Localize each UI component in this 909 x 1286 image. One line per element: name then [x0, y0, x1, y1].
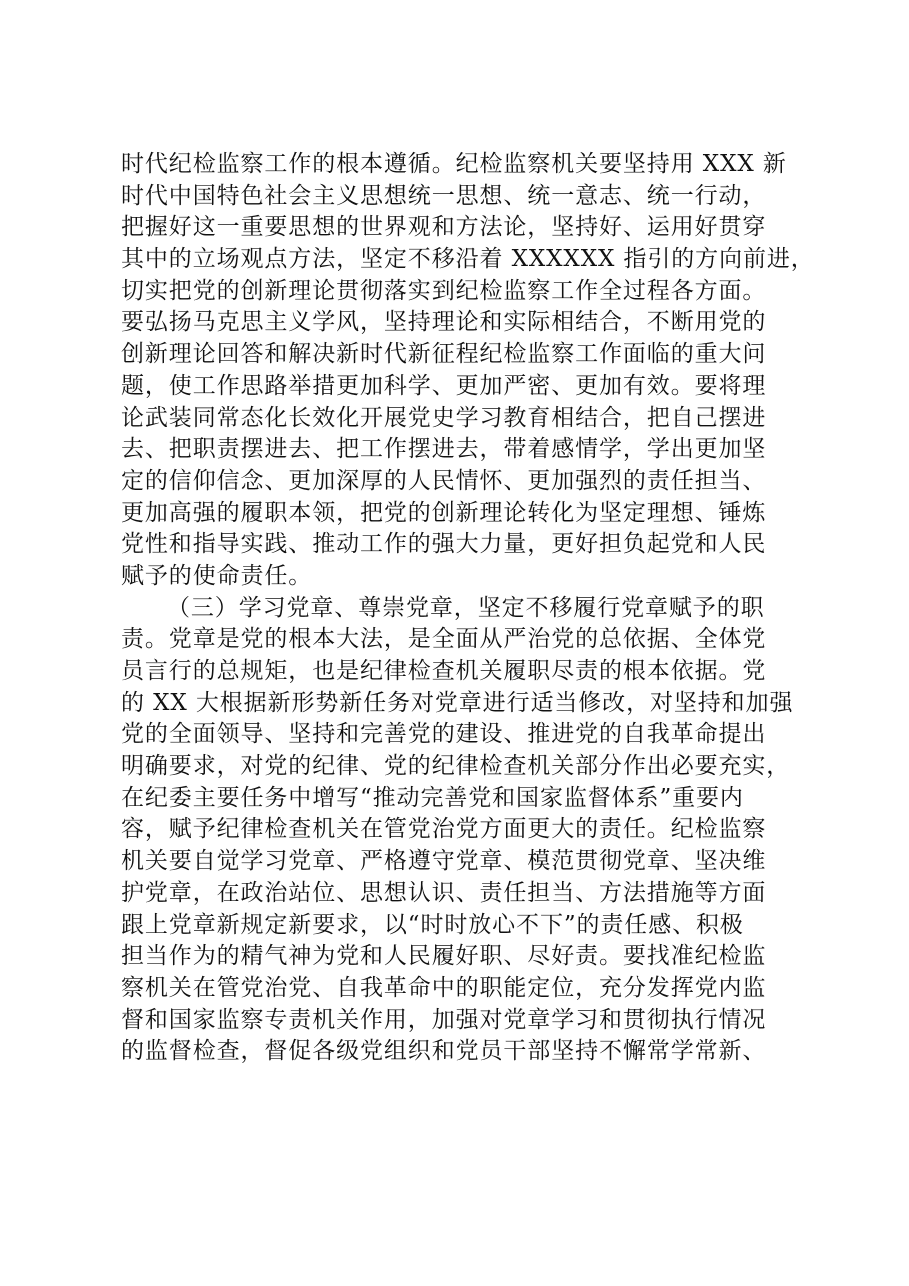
text-line: 担当作为的精气神为党和人民履好职、尽好责。要找准纪检监 [121, 943, 767, 970]
text-line: 明确要求，对党的纪律、党的纪律检查机关部分作出必要充实， [121, 753, 791, 780]
text-line: 的监督检查，督促各级党组织和党员干部坚持不懈常学常新、 [121, 1038, 767, 1065]
text-line: 党的全面领导、坚持和完善党的建设、推进党的自我革命提出 [121, 721, 767, 748]
text-line: 责。党章是党的根本大法，是全面从严治党的总依据、全体党 [121, 626, 767, 653]
text-line: 切实把党的创新理论贯彻落实到纪检监察工作全过程各方面。 [121, 277, 767, 304]
text-line: 其中的立场观点方法，坚定不移沿着 XXXXXX 指引的方向前进， [121, 246, 815, 273]
text-line: 时代中国特色社会主义思想统一思想、统一意志、统一行动， [121, 182, 767, 209]
text-line: 跟上党章新规定新要求，以“时时放心不下”的责任感、积极 [121, 911, 744, 938]
text-line: 把握好这一重要思想的世界观和方法论，坚持好、运用好贯穿 [121, 214, 767, 241]
text-line: 创新理论回答和解决新时代新征程纪检监察工作面临的重大问 [121, 341, 767, 368]
text-line: 护党章，在政治站位、思想认识、责任担当、方法措施等方面 [121, 879, 767, 906]
text-line: 时代纪检监察工作的根本遵循。纪检监察机关要坚持用 XXX 新 [121, 151, 787, 177]
body-text [121, 149, 815, 1068]
text-line: 更加高强的履职本领，把党的创新理论转化为坚定理想、锤炼 [121, 499, 767, 526]
text-line: 容，赋予纪律检查机关在管党治党方面更大的责任。纪检监察 [121, 816, 767, 843]
text-line: 要弘扬马克思主义学风，坚持理论和实际相结合，不断用党的 [121, 309, 767, 336]
text-line: 党性和指导实践、推动工作的强大力量，更好担负起党和人民 [121, 531, 767, 558]
text-line: 定的信仰信念、更加深厚的人民情怀、更加强烈的责任担当、 [121, 467, 767, 494]
text-line: 在纪委主要任务中增写“推动完善党和国家监督体系”重要内 [121, 784, 744, 811]
text-line: 机关要自觉学习党章、严格遵守党章、模范贯彻党章、坚决维 [121, 848, 767, 875]
text-line: 察机关在管党治党、自我革命中的职能定位，充分发挥党内监 [121, 974, 767, 1001]
text-line: 去、把职责摆进去、把工作摆进去，带着感情学，学出更加坚 [121, 436, 767, 463]
text-line: 题，使工作思路举措更加科学、更加严密、更加有效。要将理 [121, 372, 767, 399]
section-heading-line: （三）学习党章、尊崇党章，坚定不移履行党章赋予的职 [167, 594, 765, 621]
text-line: 论武装同常态化长效化开展党史学习教育相结合，把自己摆进 [121, 404, 767, 431]
text-line: 的 XX 大根据新形势新任务对党章进行适当修改，对坚持和加强 [121, 689, 794, 716]
text-line: 赋予的使命责任。 [121, 562, 313, 589]
text-line: 督和国家监察专责机关作用，加强对党章学习和贯彻执行情况 [121, 1006, 767, 1033]
text-line: 员言行的总规矩，也是纪律检查机关履职尽责的根本依据。党 [121, 658, 767, 684]
